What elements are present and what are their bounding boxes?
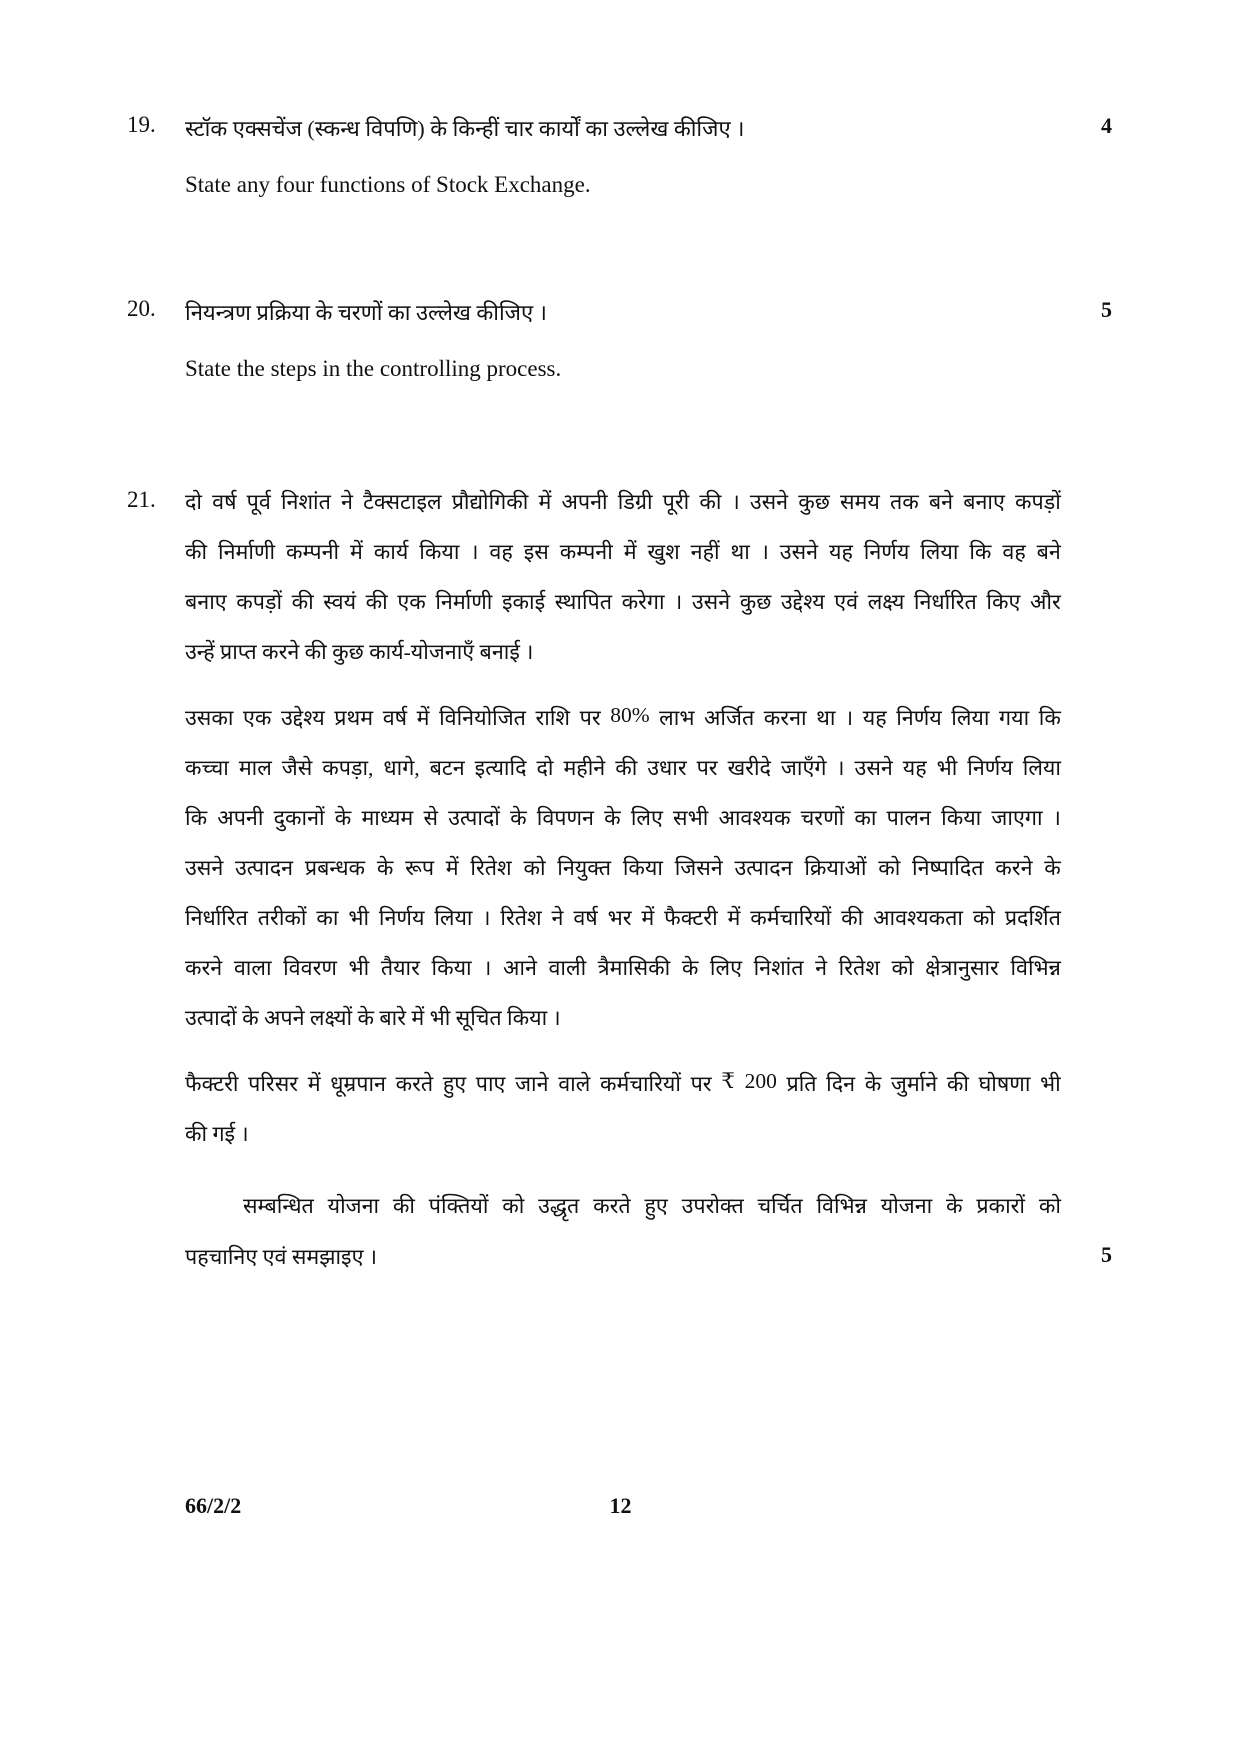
word: कर्मचारियों: [599, 1072, 681, 1096]
word: उधार: [647, 756, 687, 780]
paragraph-line: [185, 953, 1061, 982]
question-hindi-text: नियन्त्रण प्रक्रिया के चरणों का उल्लेख कीजिए ।: [185, 300, 548, 325]
word: करने: [185, 956, 223, 980]
word: ।: [836, 756, 845, 780]
word: उसने: [691, 590, 731, 614]
word: वाली: [548, 956, 587, 980]
word: तरीकों: [257, 906, 307, 930]
word: किया: [431, 956, 472, 980]
word: 200: [744, 1069, 777, 1093]
question-number: 21.: [127, 487, 156, 512]
word: निर्णय: [967, 756, 1013, 780]
word: जाएँगे: [780, 756, 827, 780]
word: ।: [731, 490, 740, 514]
word: त्रैमासिकी: [597, 956, 671, 980]
word: कपड़ों: [1015, 490, 1061, 514]
word: के: [1044, 856, 1061, 880]
paragraph-line: [185, 1069, 1061, 1098]
word: के: [864, 1072, 882, 1096]
word: एक: [397, 590, 426, 614]
word: प्रथम: [334, 706, 374, 730]
word: के: [510, 806, 527, 830]
word: लिया: [951, 706, 990, 730]
paragraph-line: [185, 703, 1061, 732]
question-hindi-text: स्टॉक एक्सचेंज (स्कन्ध विपणि) के किन्हीं चार कार्यों का उल्लेख कीजिए ।: [185, 116, 745, 141]
word: दो: [185, 490, 202, 514]
word: विभिन्न: [816, 1194, 867, 1218]
word: भी: [1040, 1072, 1061, 1096]
word: को: [878, 856, 901, 880]
word: फैक्टरी: [185, 1072, 239, 1096]
word: अपनी: [217, 806, 264, 830]
word: लिया: [1022, 756, 1061, 780]
word: दिन: [826, 1072, 856, 1096]
word: ।: [470, 540, 479, 564]
word: टैक्सटाइल: [363, 490, 442, 514]
word: खुश: [647, 540, 680, 564]
word: ने: [341, 490, 353, 514]
word: ने: [551, 906, 564, 930]
word: उद्देश्य: [780, 590, 825, 614]
word: उपरोक्त: [681, 1194, 744, 1218]
word: करेगा: [621, 590, 665, 614]
word: स्वयं: [323, 590, 357, 614]
word: निशांत: [280, 490, 331, 514]
word: कि: [185, 806, 208, 830]
word: लिए: [709, 956, 742, 980]
word: क्रियाओं: [804, 856, 867, 880]
paragraph-line: पहचानिए एवं समझाइए ।: [185, 1245, 378, 1269]
word: के: [376, 856, 394, 880]
paragraph-line: उत्पादों के अपने लक्ष्यों के बारे में भी सूचित किया ।: [185, 1006, 561, 1030]
word: में: [307, 1072, 321, 1096]
word: ने: [815, 956, 828, 980]
paragraph-line: [185, 903, 1061, 932]
word: उसने: [779, 540, 819, 564]
word: महीने: [563, 756, 606, 780]
word: निर्माणी: [218, 540, 276, 564]
word: विपणन: [536, 806, 594, 830]
word: भी: [348, 906, 370, 930]
word: जाने: [515, 1072, 549, 1096]
word: पूरी: [662, 490, 690, 514]
word: उसने: [854, 756, 893, 780]
question-number: 20.: [127, 296, 156, 321]
word: को: [1038, 1194, 1061, 1218]
word: लिए: [630, 806, 663, 830]
question-marks: 5: [1101, 297, 1112, 322]
word: बने: [1036, 540, 1061, 564]
word: ।: [845, 706, 854, 730]
question-marks: 5: [1101, 1242, 1112, 1267]
word: निर्णय: [863, 540, 910, 564]
word: एक: [242, 706, 272, 730]
word: के: [604, 806, 621, 830]
word: एवं: [834, 590, 859, 614]
word: वर्ष: [573, 906, 598, 930]
word: कार्य: [373, 540, 409, 564]
word: हुए: [644, 1194, 668, 1218]
question-marks: 4: [1101, 113, 1112, 138]
word: विवरण: [283, 956, 337, 980]
word: किए: [986, 590, 1021, 614]
word: को: [523, 856, 546, 880]
word: कि: [969, 540, 992, 564]
word: भर: [607, 906, 632, 930]
word: की: [365, 590, 388, 614]
word: इत्यादि: [474, 756, 527, 780]
word: करना: [763, 706, 807, 730]
word: प्रबन्धक: [304, 856, 366, 880]
word: धूम्रपान: [330, 1072, 386, 1096]
word: करते: [593, 1194, 631, 1218]
word: हुए: [442, 1072, 467, 1096]
word: कम्पनी: [285, 540, 340, 564]
word: भी: [936, 756, 958, 780]
word: किया: [622, 856, 663, 880]
word: जैसे: [281, 756, 313, 780]
word: वर्ष: [382, 706, 408, 730]
word: में: [538, 490, 552, 514]
word: निशांत: [753, 956, 804, 980]
word: आने: [502, 956, 537, 980]
word: पर: [690, 1072, 712, 1096]
word: रितेश: [838, 956, 880, 980]
word: वाले: [558, 1072, 591, 1096]
paragraph-line: [185, 537, 1061, 566]
word: पालन: [886, 806, 931, 830]
word: पाए: [475, 1072, 506, 1096]
word: के: [334, 806, 352, 830]
word: माल: [238, 756, 272, 780]
word: में: [623, 540, 637, 564]
word: योजना: [880, 1194, 933, 1218]
question-number: 19.: [127, 112, 156, 137]
word: प्रौद्योगिकी: [451, 490, 529, 514]
word: में: [350, 540, 363, 564]
word: वह: [489, 540, 513, 564]
word: इकाई: [501, 590, 546, 614]
word: घोषणा: [978, 1072, 1031, 1096]
word: यह: [828, 540, 853, 564]
word: ।: [674, 590, 683, 614]
word: ।: [760, 540, 769, 564]
word: के: [681, 956, 699, 980]
word: ।: [482, 906, 491, 930]
word: प्रदर्शित: [1004, 906, 1061, 930]
word: पंक्तियों: [428, 1194, 489, 1218]
word: की: [841, 906, 864, 930]
word: पर: [579, 706, 601, 730]
word: बटन: [429, 756, 465, 780]
word: कुछ: [739, 590, 772, 614]
word: निर्धारित: [185, 906, 248, 930]
word: में: [445, 856, 459, 880]
word: विनियोजित: [439, 706, 526, 730]
word: को: [972, 906, 995, 930]
word: उद्देश्य: [280, 706, 325, 730]
word: बने: [928, 490, 954, 514]
word: रितेश: [470, 856, 512, 880]
word: की: [946, 1072, 969, 1096]
word: यह: [862, 706, 887, 730]
word: सभी: [673, 806, 709, 830]
word: नियुक्त: [557, 856, 612, 880]
word: की: [291, 590, 314, 614]
word: चरणों: [800, 806, 845, 830]
word: नहीं: [690, 540, 720, 564]
word: गया: [999, 706, 1030, 730]
word: सम्बन्धित: [243, 1194, 314, 1218]
word: ।: [483, 956, 492, 980]
word: निष्पादित: [912, 856, 984, 880]
word: और: [1029, 590, 1061, 614]
word: कपड़ों: [236, 590, 283, 614]
word: उद्धृत: [538, 1194, 580, 1218]
word: में: [416, 706, 430, 730]
word: से: [423, 806, 438, 830]
word: अर्जित: [704, 706, 755, 730]
paragraph-line: [185, 753, 1061, 782]
word: कच्चा: [185, 756, 229, 780]
word: निर्माणी: [435, 590, 493, 614]
word: किया: [419, 540, 460, 564]
word: आवश्यक: [718, 806, 791, 830]
paragraph-line: [185, 803, 1061, 832]
word: चर्चित: [757, 1194, 803, 1218]
word: यह: [902, 756, 927, 780]
word: कम्पनी: [559, 540, 613, 564]
word: में: [727, 906, 741, 930]
word: करने: [995, 856, 1033, 880]
word: को: [891, 956, 914, 980]
word: बनाए: [185, 590, 227, 614]
word: उत्पादों: [448, 806, 500, 830]
word: खरीदे: [727, 756, 771, 780]
word: फैक्टरी: [664, 906, 718, 930]
word: वाला: [233, 956, 272, 980]
word: बनाए: [963, 490, 1005, 514]
word: रितेश: [500, 906, 542, 930]
word: इस: [523, 540, 549, 564]
word: 80%: [610, 703, 650, 727]
word: लिया: [920, 540, 959, 564]
word: आवश्यकता: [873, 906, 963, 930]
word: वह: [1002, 540, 1026, 564]
word: अपनी: [561, 490, 608, 514]
word: परिसर: [248, 1072, 299, 1096]
word: की: [615, 756, 638, 780]
word: किया: [941, 806, 982, 830]
word: करते: [395, 1072, 434, 1096]
paragraph-line: उन्हें प्राप्त करने की कुछ कार्य-योजनाएँ बनाई ।: [185, 640, 534, 664]
word: प्रकारों: [976, 1194, 1026, 1218]
question-english-text: State the steps in the controlling process.: [185, 356, 562, 381]
word: तक: [889, 490, 919, 514]
word: निर्णय: [378, 906, 425, 930]
paragraph-line: [185, 587, 1061, 616]
word: में: [641, 906, 655, 930]
paragraph-line: [243, 1191, 1061, 1220]
paragraph-line: [185, 487, 1061, 516]
word: विभिन्न: [1010, 956, 1061, 980]
word: ।: [1052, 806, 1061, 830]
word: की: [699, 490, 722, 514]
word: उत्पादन: [734, 856, 793, 880]
word: की: [392, 1194, 415, 1218]
word: की: [185, 540, 208, 564]
word: का: [854, 806, 877, 830]
word: जिसने: [674, 856, 723, 880]
word: दो: [536, 756, 554, 780]
word: माध्यम: [361, 806, 414, 830]
word: उसने: [185, 856, 224, 880]
word: समय: [839, 490, 880, 514]
word: पर: [696, 756, 718, 780]
word: निर्धारित: [913, 590, 977, 614]
word: डिग्री: [617, 490, 653, 514]
word: कर्मचारियों: [750, 906, 832, 930]
word: लिया: [434, 906, 473, 930]
word: राशि: [535, 706, 571, 730]
word: कि: [1038, 706, 1061, 730]
word: के: [946, 1194, 963, 1218]
word: था: [730, 540, 750, 564]
word: क्षेत्रानुसार: [925, 956, 999, 980]
word: निर्णय: [896, 706, 942, 730]
word: जाएगा: [991, 806, 1043, 830]
word: को: [502, 1194, 525, 1218]
word: था: [816, 706, 836, 730]
word: ₹: [721, 1069, 735, 1093]
paragraph-line: की गई ।: [185, 1122, 249, 1146]
paragraph-line: [185, 853, 1061, 882]
word: तैयार: [380, 956, 420, 980]
word: स्थापित: [554, 590, 613, 614]
word: उसने: [749, 490, 789, 514]
word: कपड़ा,: [322, 756, 374, 780]
word: उसका: [185, 706, 234, 730]
word: योजना: [327, 1194, 380, 1218]
word: रूप: [405, 856, 435, 880]
paper-code: 66/2/2: [185, 1493, 242, 1518]
word: वर्ष: [212, 490, 237, 514]
word: भी: [348, 956, 370, 980]
word: जुर्माने: [890, 1072, 938, 1096]
word: पूर्व: [246, 490, 271, 514]
word: धागे,: [383, 756, 420, 780]
word: प्रति: [786, 1072, 817, 1096]
word: उत्पादन: [235, 856, 294, 880]
word: का: [316, 906, 339, 930]
page-number: 12: [609, 1493, 632, 1518]
word: दुकानों: [273, 806, 325, 830]
word: लाभ: [659, 706, 695, 730]
word: कुछ: [798, 490, 830, 514]
question-english-text: State any four functions of Stock Exchange.: [185, 172, 591, 197]
word: लक्ष्य: [867, 590, 905, 614]
